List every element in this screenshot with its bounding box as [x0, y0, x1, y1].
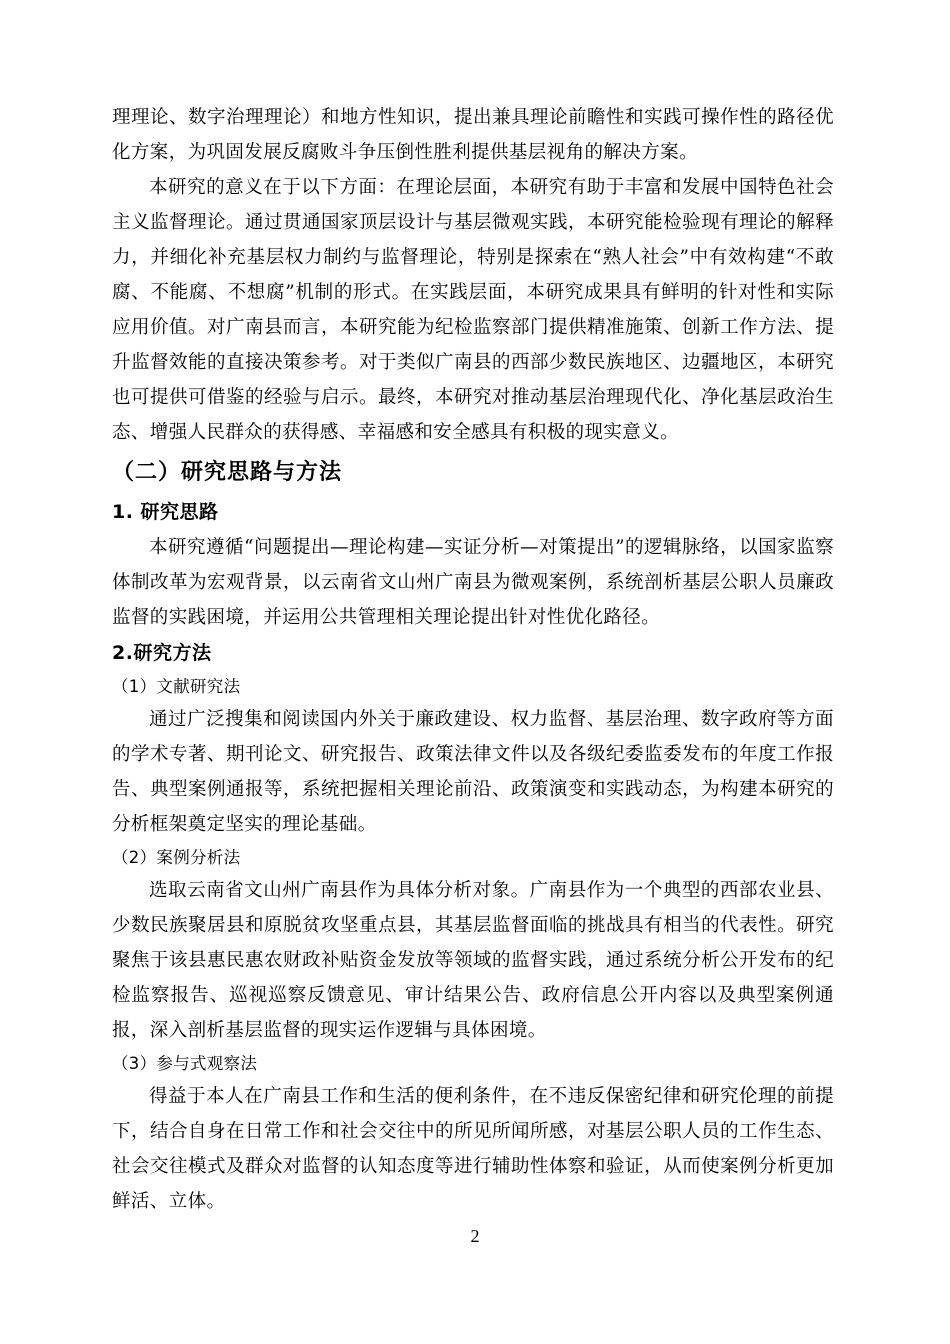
paragraph-significance: 本研究的意义在于以下方面：在理论层面，本研究有助于丰富和发展中国特色社会主义监督理论。通过贯通国家顶层设计与基层微观实践，本研究能检验现有理论的解释力，并细化补充基层权力制约与监督理论，特别是探索在“熟人社会”中有效构建“不敢腐、不能腐、不想腐”机制的形式。在实践层面，本研究成果具有鲜明的针对性和实际应用价值。对广南县而言，本研究能为纪检监察部门提供精准施策、创新工作方法、提升监督效能的直接决策参考。对于类似广南县的西部少数民族地区、边疆地区，本研究也可提供可借鉴的经验与启示。最终，本研究对推动基层治理现代化、净化基层政治生态、增强人民群众的获得感、幸福感和安全感具有积极的现实意义。 [112, 177, 834, 443]
method-heading-case-analysis: （2）案例分析法 [112, 848, 241, 867]
method-heading-participant-observation: （3）参与式观察法 [112, 1054, 258, 1073]
subsection-heading-research-approach: 1. 研究思路 [112, 501, 219, 523]
page-body [112, 100, 834, 1219]
paragraph-research-approach: 本研究遵循“问题提出—理论构建—实证分析—对策提出”的逻辑脉络，以国家监察体制改革为宏观背景，以云南省文山州广南县为微观案例，系统剖析基层公职人员廉政监督的实践困境，并运用公共管理相关理论提出针对性优化路径。 [112, 537, 834, 628]
page-number: 2 [470, 1226, 480, 1246]
paragraph-participant-observation-method: 得益于本人在广南县工作和生活的便利条件，在不违反保密纪律和研究伦理的前提下，结合自身在日常工作和社会交往中的所见所闻所感，对基层公职人员的工作生态、社会交往模式及群众对监督的认知态度等进行辅助性体察和验证，从而使案例分析更加鲜活、立体。 [112, 1086, 834, 1212]
subsection-heading-research-methods: 2.研究方法 [112, 642, 212, 664]
paragraph-continuation: 理理论、数字治理理论）和地方性知识，提出兼具理论前瞻性和实践可操作性的路径优化方案，为巩固发展反腐败斗争压倒性胜利提供基层视角的解决方案。 [112, 107, 834, 163]
method-heading-literature: （1）文献研究法 [112, 677, 241, 696]
section-heading: （二）研究思路与方法 [112, 460, 343, 485]
paragraph-literature-method: 通过广泛搜集和阅读国内外关于廉政建设、权力监督、基层治理、数字政府等方面的学术专著、期刊论文、研究报告、政策法律文件以及各级纪委监委发布的年度工作报告、典型案例通报等，系统把握相关理论前沿、政策演变和实践动态，为构建本研究的分析框架奠定坚实的理论基础。 [112, 709, 834, 835]
paragraph-case-analysis-method: 选取云南省文山州广南县作为具体分析对象。广南县作为一个典型的西部农业县、少数民族聚居县和原脱贫攻坚重点县，其基层监督面临的挑战具有相当的代表性。研究聚焦于该县惠民惠农财政补贴资金发放等领域的监督实践，通过系统分析公开发布的纪检监察报告、巡视巡察反馈意见、审计结果公告、政府信息公开内容以及典型案例通报，深入剖析基层监督的现实运作逻辑与具体困境。 [112, 880, 834, 1041]
